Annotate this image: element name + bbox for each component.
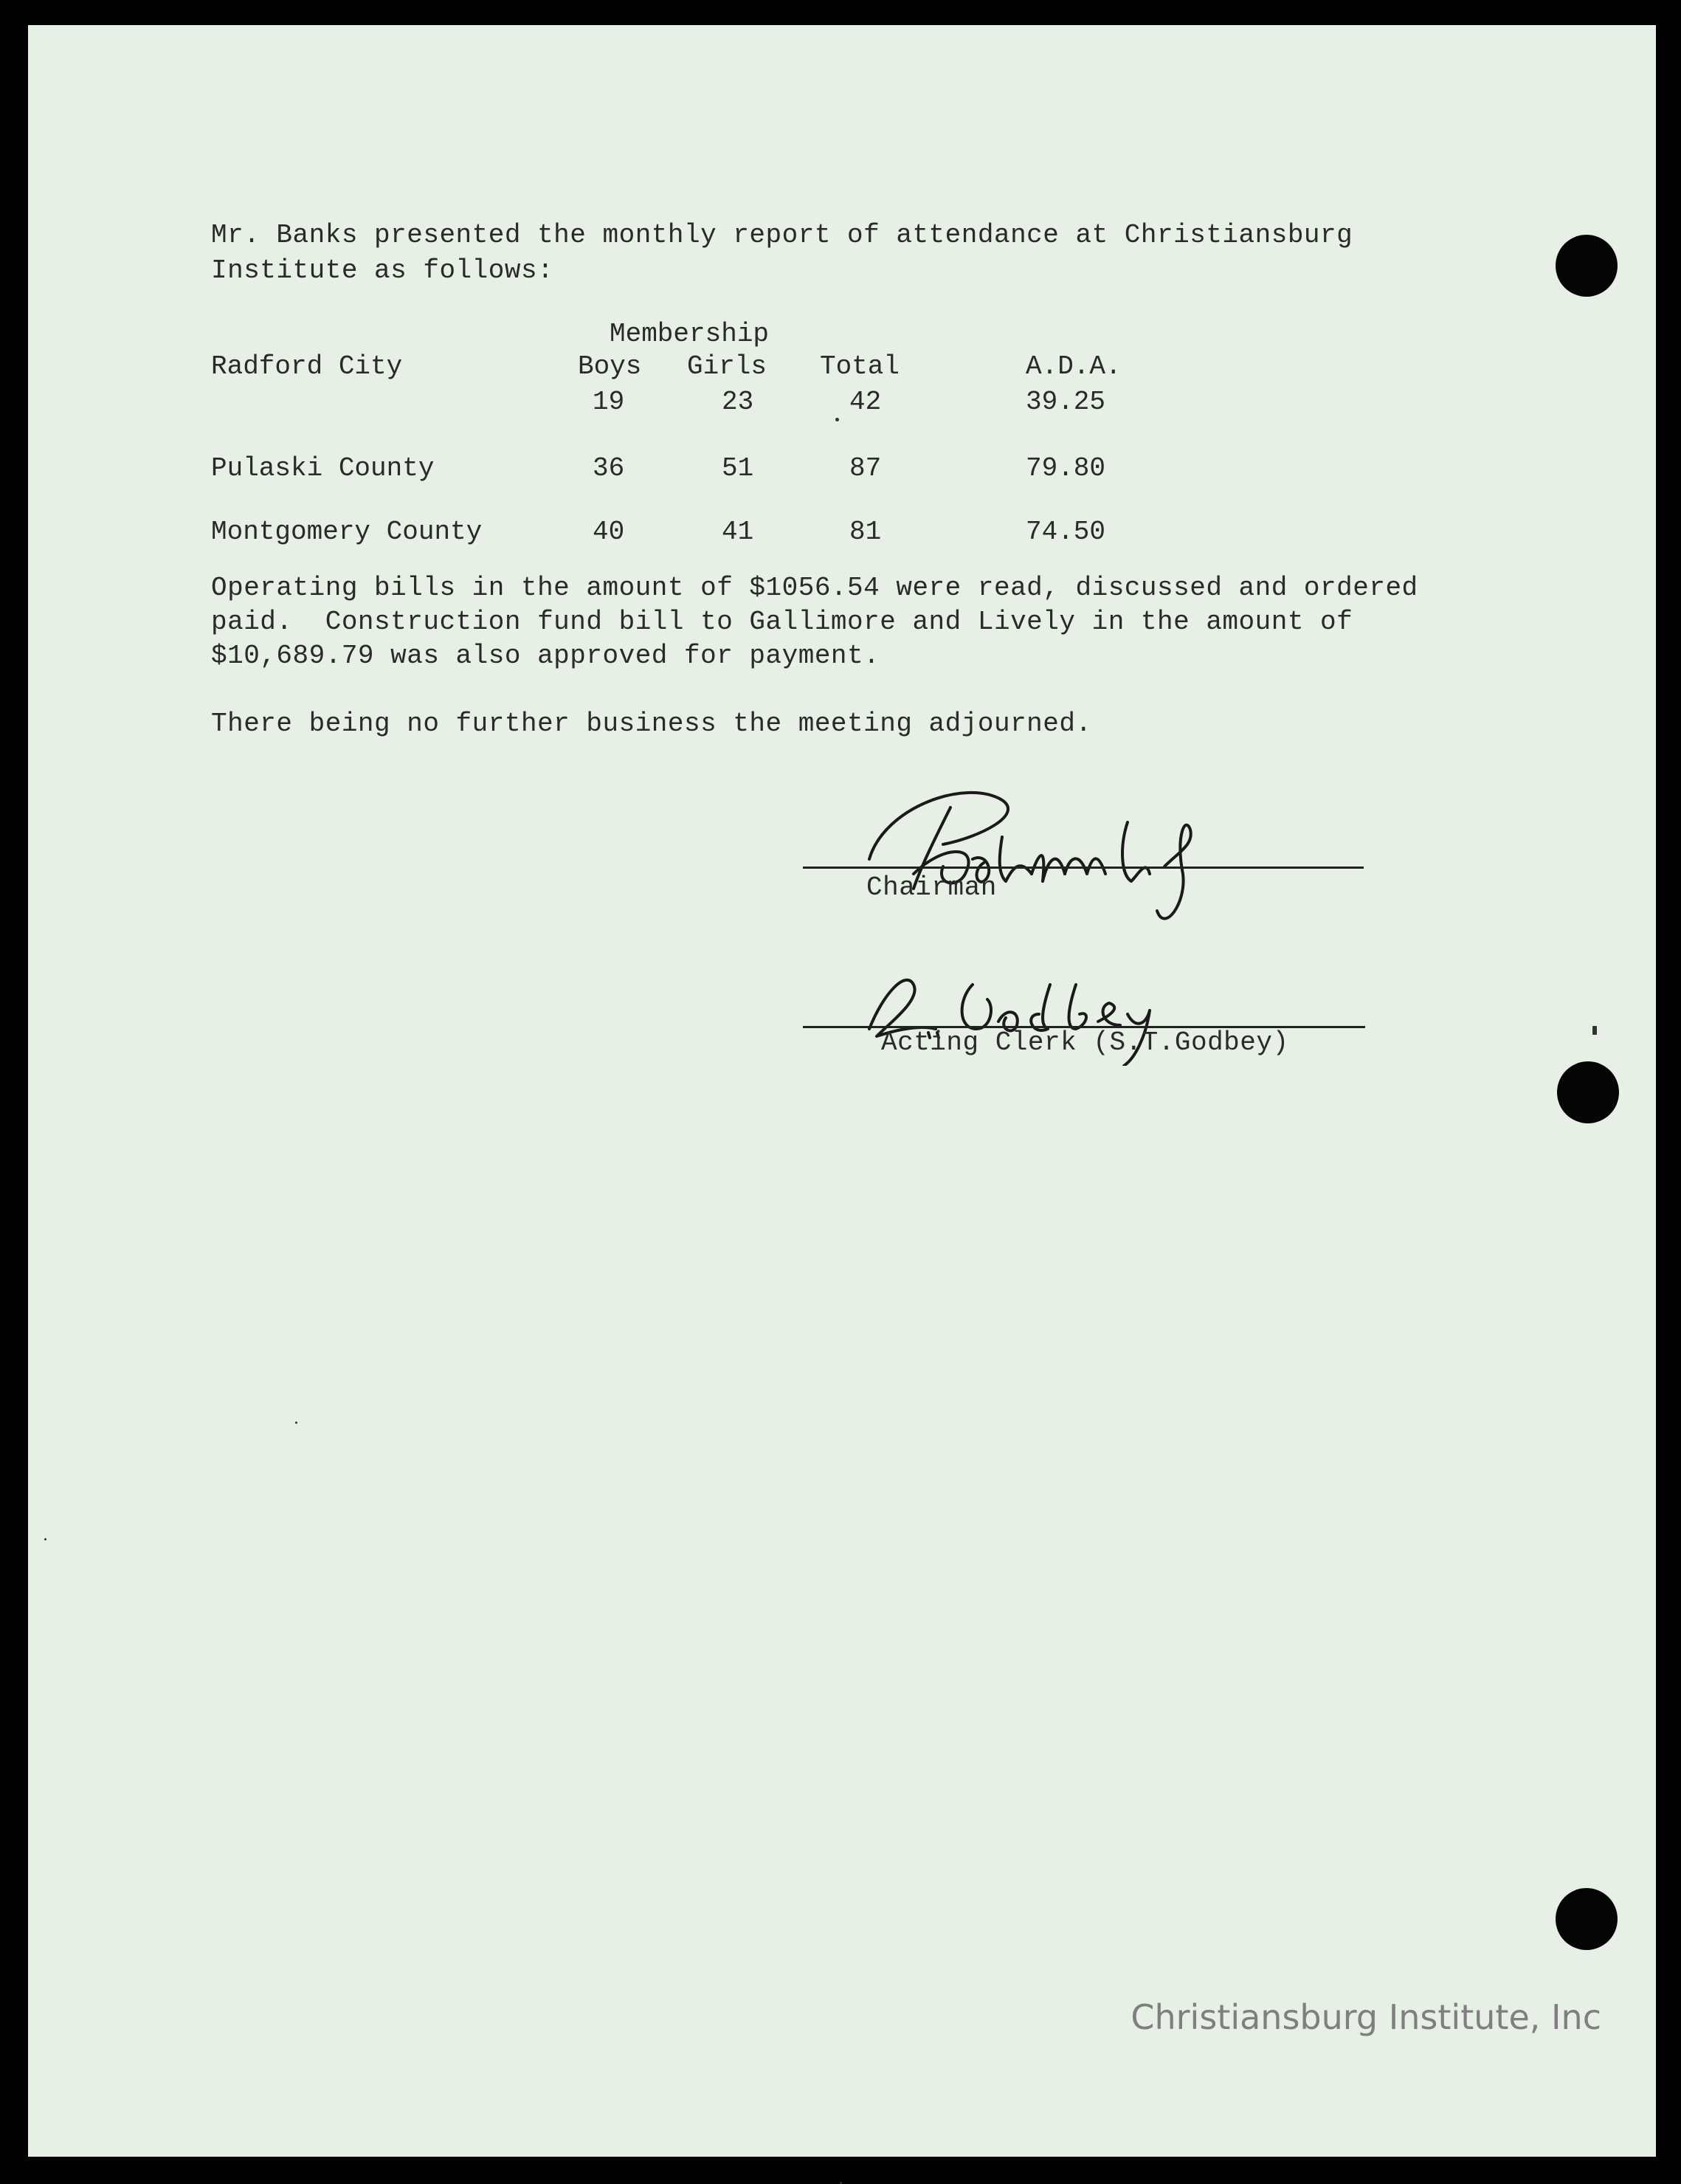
watermark: Christiansburg Institute, Inc (1131, 1997, 1601, 2037)
girls-header: Girls (687, 351, 767, 382)
scan-speck (835, 418, 839, 421)
row-3-total: 81 (849, 517, 882, 547)
row-3-ada: 74.50 (1026, 517, 1106, 547)
membership-header: Membership (610, 319, 770, 349)
bills-line-2: paid. Construction fund bill to Gallimore and Lively in the amount of (211, 607, 1353, 637)
row-3-girls: 41 (722, 517, 754, 547)
punch-hole-bottom (1556, 1888, 1618, 1950)
row-3-boys: 40 (593, 517, 625, 547)
clerk-label: Acting Clerk (S.T.Godbey) (881, 1027, 1289, 1058)
chairman-signature (855, 763, 1268, 933)
row-2-boys: 36 (593, 453, 625, 483)
row-3-locality: Montgomery County (211, 517, 483, 547)
row-1-boys: 19 (593, 387, 625, 417)
intro-line-2: Institute as follows: (211, 255, 554, 286)
row-2-total: 87 (849, 453, 882, 483)
intro-line-1: Mr. Banks presented the monthly report of attendance at Christiansburg (211, 220, 1353, 250)
row-2-locality: Pulaski County (211, 453, 435, 483)
scan-speck (295, 1422, 297, 1424)
boys-header: Boys (578, 351, 642, 382)
row-2-ada: 79.80 (1026, 453, 1106, 483)
chairman-label: Chairman (866, 872, 997, 903)
scan-speck (44, 1538, 46, 1540)
ada-header: A.D.A. (1026, 351, 1122, 382)
bills-line-3: $10,689.79 was also approved for payment. (211, 641, 880, 671)
bills-line-1: Operating bills in the amount of $1056.54 were read, discussed and ordered (211, 573, 1418, 603)
row-1-total: 42 (849, 387, 882, 417)
closing-statement: There being no further business the meeting adjourned. (211, 709, 1092, 739)
chairman-signature-line (803, 867, 1364, 869)
row-1-girls: 23 (722, 387, 754, 417)
punch-hole-middle (1557, 1061, 1619, 1123)
document-page (28, 25, 1656, 2157)
row-1-ada: 39.25 (1026, 387, 1106, 417)
scan-speck (1592, 1026, 1597, 1035)
row-1-locality: Radford City (211, 351, 403, 382)
row-2-girls: 51 (722, 453, 754, 483)
punch-hole-top (1556, 235, 1618, 297)
total-header: Total (820, 351, 900, 382)
